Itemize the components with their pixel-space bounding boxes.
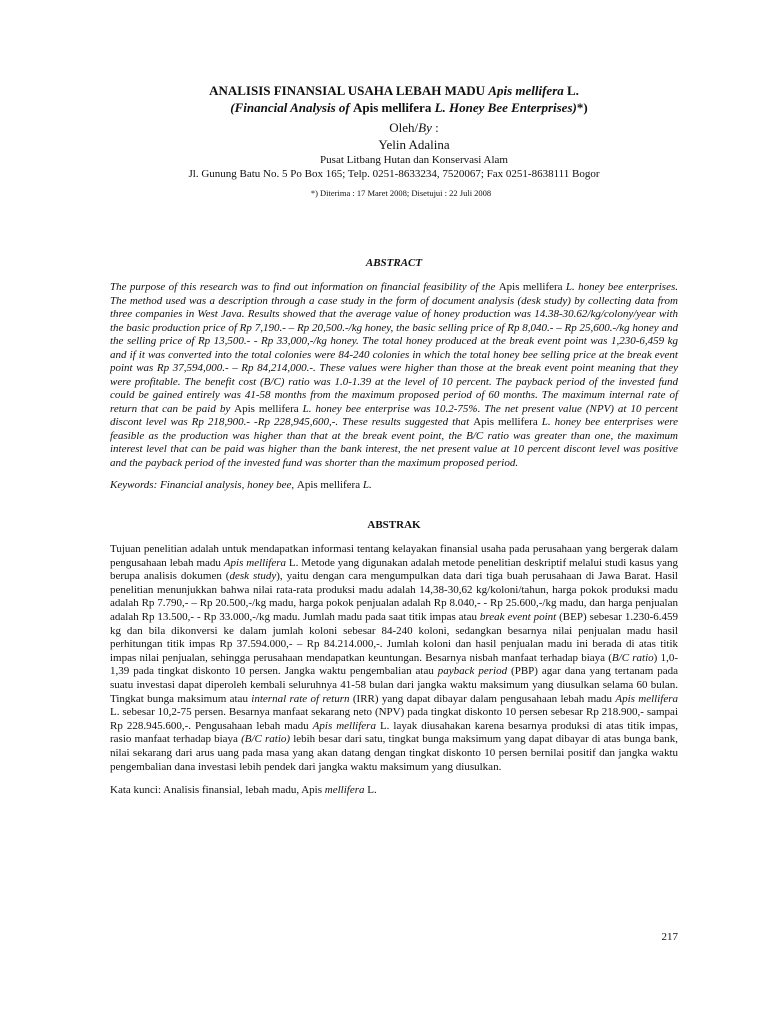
- abstract-heading: ABSTRACT: [365, 257, 423, 269]
- byline-label: Oleh/By :: [389, 120, 439, 135]
- abstrak-indonesian-body: Tujuan penelitian adalah untuk mendapatkan informasi tentang kelayakan finansial usaha pada perusahaan yang bergerak dalam pengusahaan lebah madu Apis mellifera L. Metode yang digunakan adalah metode penelitian deskriptif melalui studi kasus yang berupa analisis dokumen (desk study), yaitu dengan cara mengumpulkan data dari tiga buah perusahaan di Jawa Barat. Hasil penelitian menunjukkan bahwa nilai rata-rata produksi madu adalah 14,38-30,62 kg/koloni/tahun, harga pokok produksi madu adalah Rp 7.790,- – Rp 20.500,-/kg madu, harga pokok penjualan adalah Rp 8.040,- - Rp 25.600,-/kg madu, dan harga penjualan adalah Rp 13.500,- - Rp 33.000,-/kg madu. Jumlah madu pada saat titik impas atau break event point (BEP) sebesar 1.230-6.459 kg dan bila dikonversi ke dalam jumlah koloni sebesar 84-240 koloni, sedangkan besarnya nilai penjualan madu hasil perhitungan titik impas Rp 37.594.000,- – Rp 84.214.000,-. Jumlah koloni dan hasil penjualan madu ini berada di atas titik impas nilai penjualan, sehingga perusahaan mendapatkan keuntungan. Besarnya nisbah manfaat terhadap biaya (B/C ratio) 1,0-1,39 pada tingkat diskonto 10 persen. Jangka waktu pengembalian atau payback period (PBP) agar dana yang tertanam pada suatu investasi dapat diperoleh kembali seluruhnya 41-58 bulan dari jangka waktu maksimum yang diusulkan selama 60 bulan. Tingkat bunga maksimum atau internal rate of return (IRR) yang dapat dibayar dalam pengusahaan lebah madu Apis mellifera L. sebesar 10,2-75 persen. Besarnya manfaat sekarang neto (NPV) pada tingkat diskonto 10 persen sebesar Rp 218.900,- sampai Rp 228.945.600,-. Pengusahaan lebah madu Apis mellifera L. layak diusahakan karena besarnya produksi di atas titik impas, rasio manfaat terhadap biaya (B/C ratio) lebih besar dari satu, tingkat bunga maksimum yang dapat dibayar di atas bunga bank, nilai sekarang dari arus uang pada masa yang akan datang dengan tingkat diskonto 10 persen bernilai positif dan jangka waktu pengembalian dana investasi lebih pendek dari jangka waktu maksimum yang diusulkan.: [110, 543, 679, 773]
- paper-title-english: (Financial Analysis of Apis mellifera L. Honey Bee Enterprises)*): [230, 100, 588, 115]
- abstract-english-body: The purpose of this research was to find out information on financial feasibility of the Apis mellifera L. honey bee enterprises. The method used was a description through a case study in the form of document analysis (desk study) by collecting data from three companies in West Java. Results showed that the average value of honey production was 14.38-30.62/kg/colony/year with the basic production price of Rp 7,190.- – Rp 20,500.-/kg honey, the basic selling price of Rp 8,040.- – Rp 25,600.-/kg honey and the selling price of Rp 13,500.- - Rp 33,000,-/kg honey. The total honey produced at the break event point was 1,230-6,459 kg and if it was converted into the total colonies were 84-240 colonies in which the total honey bee selling price at the break event point was Rp 37,594,000.- – Rp 84,214,000.-. These values were higher than those at the break event point meaning that they were profitable. The benefit cost (B/C) ratio was 1.0-1.39 at the level of 10 percent. The payback period of the invested fund could be gained entirely was 41-58 months from the maximum proposed period of 60 months. The maximum internal rate of return that can be paid by Apis mellifera L. honey bee enterprise was 10.2-75%. The net present value (NPV) at 10 percent discont level was Rp 218,900.- -Rp 228,945,600,-. These results suggested that Apis mellifera L. honey bee enterprises were feasible as the production was higher than that at the break event point, the B/C ratio was greater than one, the maximum interest level that can be paid was higher than the bank interest, the net present value at 10 percent discont level was positive and the payback period of the invested fund was shorter than the maximum proposed period.: [110, 281, 679, 469]
- keywords: Keywords: Financial analysis, honey bee, Apis mellifera L.: [110, 479, 372, 491]
- page-number: 217: [661, 931, 678, 943]
- abstrak-heading: ABSTRAK: [367, 519, 421, 531]
- received-dates: *) Diterima : 17 Maret 2008; Disetujui : 22 Juli 2008: [310, 188, 492, 198]
- paper-page: [110, 82, 678, 797]
- paper-title: ANALISIS FINANSIAL USAHA LEBAH MADU Apis mellifera L.: [209, 83, 579, 98]
- address: Jl. Gunung Batu No. 5 Po Box 165; Telp. 0251-8633234, 7520067; Fax 0251-8638111 Bogor: [188, 168, 600, 180]
- author-name: Yelin Adalina: [378, 137, 450, 152]
- affiliation: Pusat Litbang Hutan dan Konservasi Alam: [320, 154, 508, 166]
- kata-kunci: Kata kunci: Analisis finansial, lebah madu, Apis mellifera L.: [110, 784, 377, 797]
- title-species: Apis mellifera: [488, 83, 564, 98]
